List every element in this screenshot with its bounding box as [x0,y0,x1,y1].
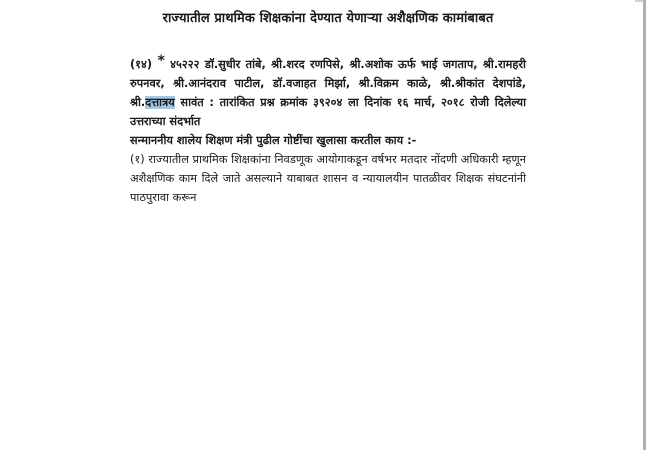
question-intro: सन्माननीय शालेय शिक्षण मंत्री पुढील गोष्टींचा खुलासा करतील काय :- [130,134,417,147]
question-items [130,150,526,207]
question-text-before-selection: ४५२२२ डॉ.सुधीर तांबे, श्री.शरद रणपिसे, श्री.अशोक ऊर्फ भाई जगताप, श्री.रामहरी रुपनवर, श्री.आनंदराव पाटील, डॉ.वजाहत मिर्झा, श्री.विक्रम काळे, श्री.श्रीकांत देशपांडे, श्री. [130,58,526,109]
document-title: राज्यातील प्राथमिक शिक्षकांना देण्यात येणाऱ्या अशैक्षणिक कामांबाबत [162,11,494,26]
question-text-after-selection: सावंत : तारांकित प्रश्न क्रमांक ३९२०४ ला दिनांक १६ मार्च, २०१८ रोजी दिलेल्या उत्तराच्या संदर्भात [130,96,526,128]
document-page [130,10,526,207]
question-number: (१४) [130,58,153,71]
starred-marker: * [157,53,165,69]
question-paragraph [130,55,526,131]
question-item-1: (१) राज्यातील प्राथमिक शिक्षकांना निवडणूक आयोगाकडून वर्षभर मतदार नोंदणी अधिकारी म्हणून अशैक्षणिक काम दिले जाते असल्याने याबाबत शासन व न्यायालयीन पातळीवर शिक्षक संघटनांनी पाठपुरावा करून [130,153,526,204]
window-corner-edge [635,0,643,2]
selected-text-highlight[interactable]: दत्तात्रय [145,96,175,109]
question-block [130,55,526,150]
